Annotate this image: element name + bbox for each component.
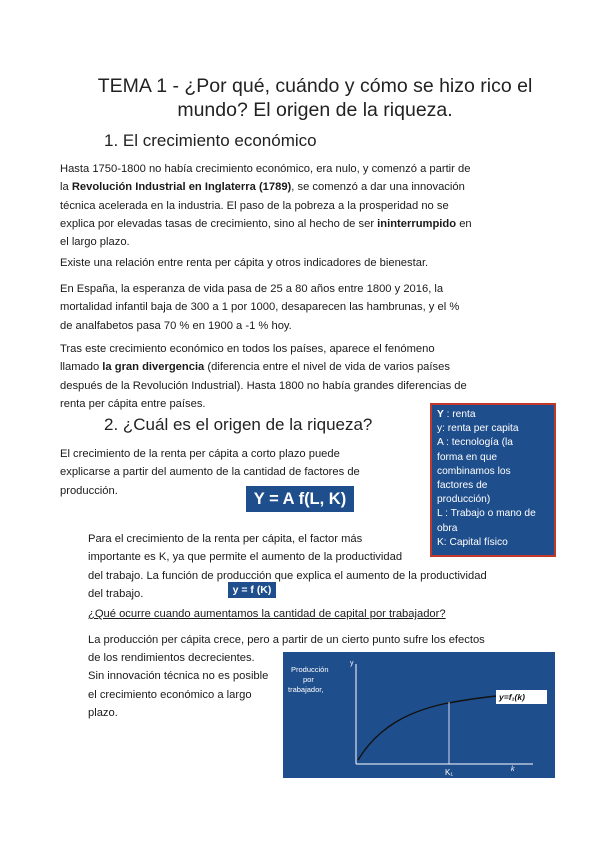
section-2-paragraph-3b: de los rendimientos decrecientes. Sin innovación técnica no es posible el crecimiento económico a largo plazo.: [88, 652, 269, 719]
section-1-paragraph-2: Existe una relación entre renta per cápita y otros indicadores de bienestar.: [60, 257, 429, 269]
section-2-heading: 2. ¿Cuál es el origen de la riqueza?: [104, 415, 373, 434]
capital-question: ¿Qué ocurre cuando aumentamos la cantidad de capital por trabajador?: [88, 608, 446, 620]
chart-ylabel-2: por: [303, 675, 314, 684]
chart-curve-label: y=f₁(k): [499, 692, 525, 702]
section-2-paragraph-3a: La producción per cápita crece, pero a partir de un cierto punto sufre los efectos: [88, 634, 485, 646]
variables-legend-box: Y : renta y: renta per capita A : tecnología (la forma en que combinamos los factores de producción) L : Trabajo o mano de obra K: Capital físico: [430, 403, 556, 557]
chart-y-axis-letter: y: [350, 660, 354, 667]
section-1-heading: 1. El crecimiento económico: [104, 131, 317, 150]
production-chart: [283, 652, 555, 778]
section-2-paragraph-1: El crecimiento de la renta per cápita a corto plazo puede explicarse a partir del aumento de la cantidad de factores de producción.: [60, 448, 360, 497]
title-line-2: mundo? El origen de la riqueza.: [177, 99, 453, 121]
section-2-paragraph-2: Para el crecimiento de la renta per cápita, el factor más importante es K, ya que permite el aumento de la productividad del trabajo. La función de producción que explica el aumento de la productividad del trabajo.: [88, 533, 487, 600]
bold-gran-divergencia: la gran divergencia: [102, 361, 205, 374]
production-chart-svg: [283, 652, 555, 778]
per-capita-function-formula: y = f (K): [228, 582, 276, 598]
title-line-1: TEMA 1 - ¿Por qué, cuándo y cómo se hizo rico el: [97, 75, 533, 97]
chart-curve: [358, 696, 496, 760]
section-1-paragraph-4: Tras este crecimiento económico en todos los países, aparece el fenómeno llamado la gran divergencia (diferencia entre el nivel de vida de varios países después de la Revolución Industrial). Hasta 1800 no había grandes diferencias de renta per cápita entre países.: [60, 343, 467, 410]
section-1-paragraph-3: En España, la esperanza de vida pasa de 25 a 80 años entre 1800 y 2016, la mortalidad infantil baja de 300 a 1 por 1000, desaparecen las hambrunas, y el % de analfabetos pasa 70 % en 1900 a -1 % hoy.: [60, 283, 460, 332]
chart-x-tick-k1: K₁: [445, 768, 454, 777]
page-title: [60, 74, 570, 122]
chart-ylabel-3: trabajador,: [288, 685, 324, 694]
bold-revolucion: Revolución Industrial en Inglaterra (1789): [71, 181, 292, 194]
production-function-formula: Y = A f(L, K): [246, 486, 354, 512]
chart-x-axis-letter: k: [511, 766, 515, 773]
bold-ininterrumpido: ininterrumpido: [377, 217, 457, 230]
chart-ylabel-1: Producción: [291, 665, 329, 674]
section-1-paragraph-1: Hasta 1750-1800 no había crecimiento económico, era nulo, y comenzó a partir de la Revolución Industrial en Inglaterra (1789), se comenzó a dar una innovación técnica acelerada en la industria. El paso de la pobreza a la prosperidad no se explica por elevadas tasas de crecimiento, sino al hecho de ser ininterrumpido en el largo plazo.: [60, 163, 472, 249]
